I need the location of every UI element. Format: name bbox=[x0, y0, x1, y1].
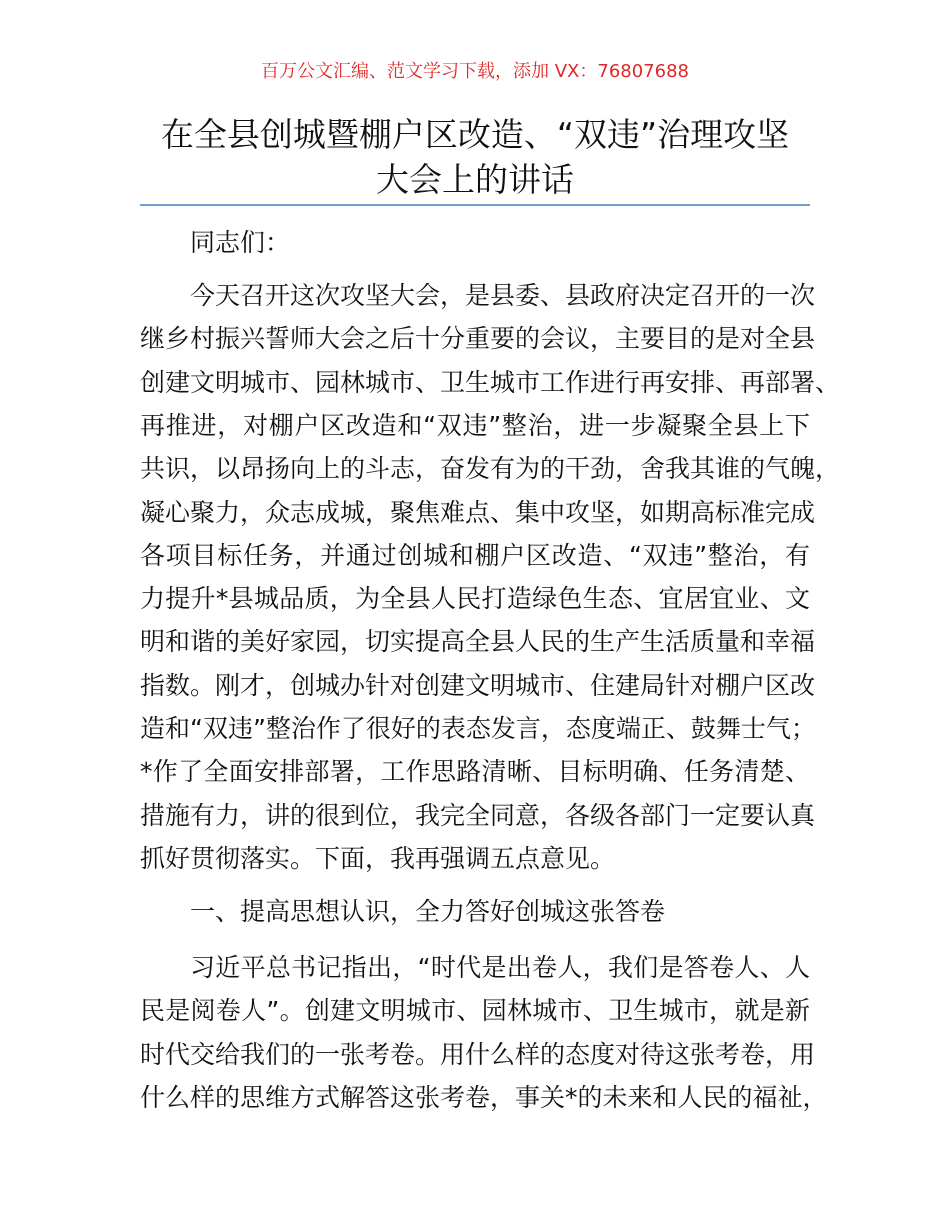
watermark-text: 百万公文汇编、范文学习下载，添加 VX：76807688 bbox=[261, 61, 689, 82]
body-paragraph-line: 再推进，对棚户区改造和“双违”整治，进一步凝聚全县上下 bbox=[140, 410, 810, 440]
body-paragraph-line: 今天召开这次攻坚大会，是县委、县政府决定召开的一次 bbox=[190, 281, 816, 310]
body-paragraph-line: 民是阅卷人”。创建文明城市、园林城市、卫生城市，就是新 bbox=[140, 996, 810, 1026]
body-paragraph-line: *作了全面安排部署，工作思路清晰、目标明确、任务清楚、 bbox=[140, 757, 810, 787]
body-paragraph-line: 造和“双违”整治作了很好的表态发言，态度端正、鼓舞士气； bbox=[140, 714, 816, 743]
body-paragraph-line: 指数。刚才，创城办针对创建文明城市、住建局针对棚户区改 bbox=[140, 670, 816, 700]
section-heading-line: 一、提高思想认识，全力答好创城这张答卷 bbox=[190, 897, 666, 926]
body-paragraph-line: 时代交给我们的一张考卷。用什么样的态度对待这张考卷，用 bbox=[140, 1039, 816, 1069]
body-paragraph-line: 措施有力，讲的很到位，我完全同意，各级各部门一定要认真 bbox=[140, 800, 816, 830]
body-paragraph-line: 创建文明城市、园林城市、卫生城市工作进行再安排、再部署、 bbox=[140, 367, 841, 397]
body-paragraph-line: 明和谐的美好家园，切实提高全县人民的生产生活质量和幸福 bbox=[140, 627, 816, 657]
document-title-line-2: 大会上的讲话 bbox=[376, 160, 574, 199]
document-title-line-1: 在全县创城暨棚户区改造、“双违”治理攻坚 bbox=[160, 115, 790, 154]
body-paragraph-line: 各项目标任务，并通过创城和棚户区改造、“双违”整治，有 bbox=[140, 540, 810, 570]
body-paragraph-line: 抓好贯彻落实。下面，我再强调五点意见。 bbox=[140, 843, 616, 873]
body-paragraph-line: 习近平总书记指出，“时代是出卷人，我们是答卷人、人 bbox=[190, 953, 810, 982]
body-paragraph-line: 力提升*县城品质，为全县人民打造绿色生态、宜居宜业、文 bbox=[140, 584, 810, 614]
body-paragraph-line: 继乡村振兴誓师大会之后十分重要的会议，主要目的是对全县 bbox=[140, 324, 816, 354]
body-paragraph-line: 凝心聚力，众志成城，聚焦难点、集中攻坚，如期高标准完成 bbox=[140, 497, 816, 527]
title-divider bbox=[140, 204, 810, 206]
body-paragraph-line: 共识，以昂扬向上的斗志，奋发有为的干劲，舍我其谁的气魄， bbox=[140, 454, 841, 484]
body-paragraph-line: 什么样的思维方式解答这张考卷，事关*的未来和人民的福祉， bbox=[140, 1082, 828, 1112]
salutation: 同志们： bbox=[190, 228, 291, 257]
